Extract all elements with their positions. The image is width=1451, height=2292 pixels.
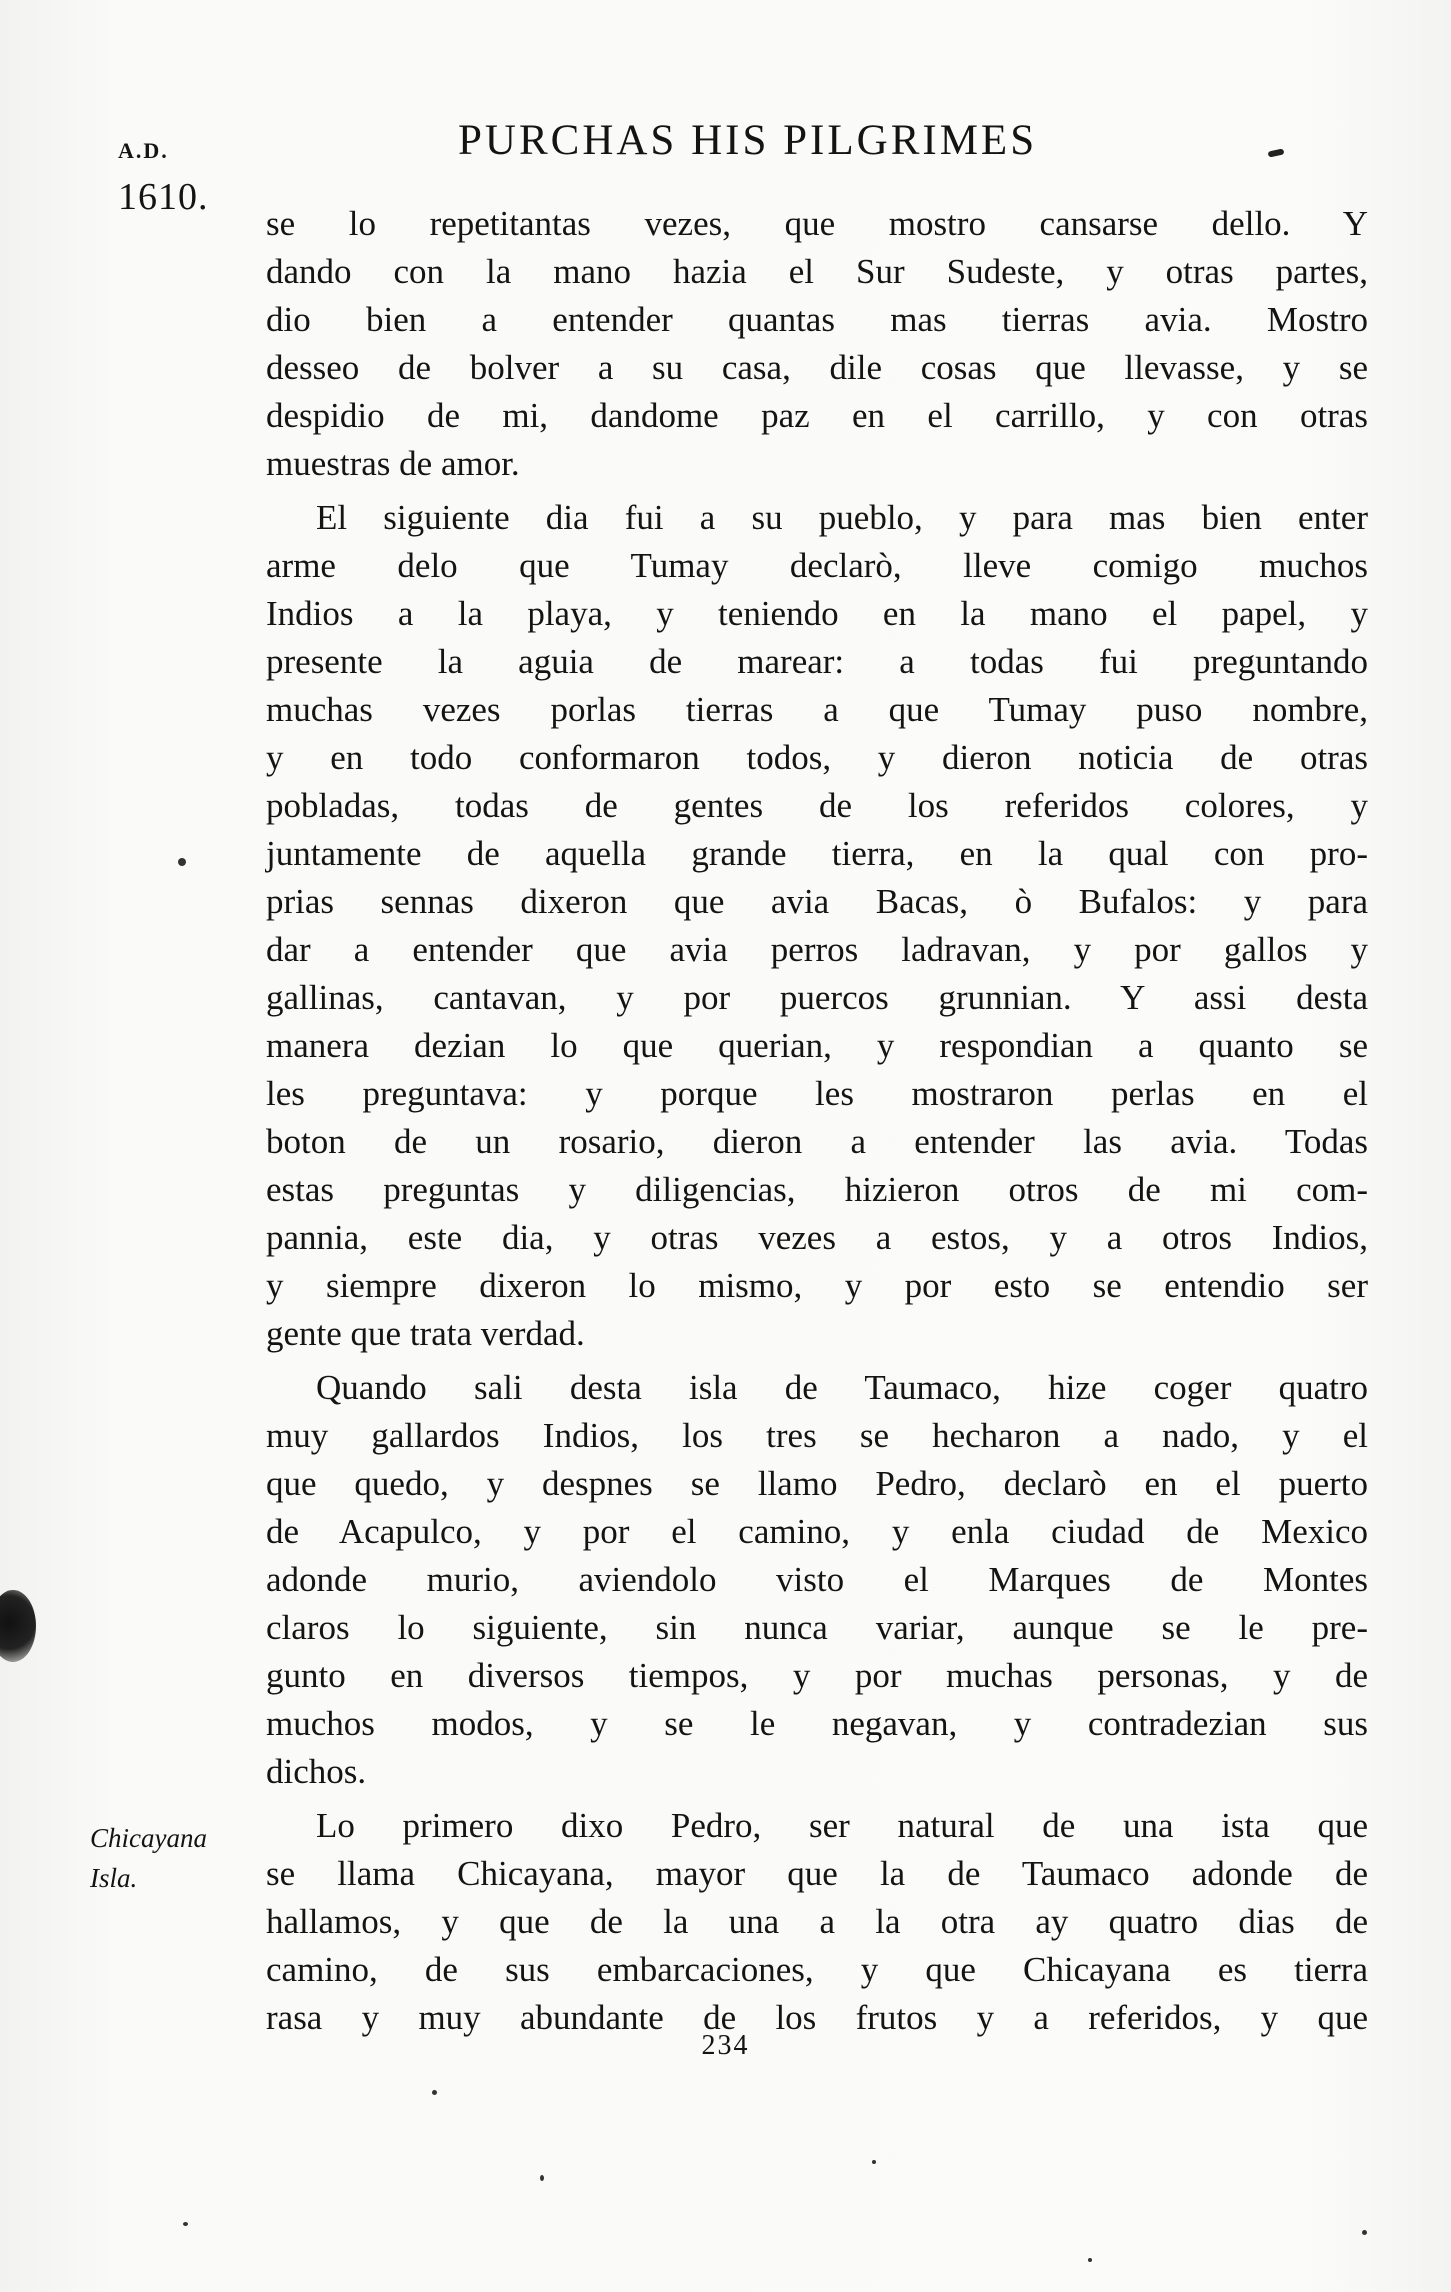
text-line: hallamos, y que de la una a la otra ay quatro dias de <box>266 1902 1368 1941</box>
text-line: dio bien a entender quantas mas tierras avia. Mostro <box>266 300 1368 339</box>
text-line: Quando sali desta isla de Taumaco, hize coger quatro <box>316 1368 1368 1407</box>
print-speck <box>872 2160 876 2164</box>
running-head: PURCHAS HIS PILGRIMES <box>458 117 1038 164</box>
marginal-note-line: Isla. <box>90 1863 138 1893</box>
text-line: que quedo, y despnes se llamo Pedro, declarò en el puerto <box>266 1464 1368 1503</box>
print-speck <box>1362 2230 1367 2235</box>
text-line: se lo repetitantas vezes, que mostro cansarse dello. Y <box>266 204 1368 243</box>
text-line: Lo primero dixo Pedro, ser natural de una ista que <box>316 1806 1368 1845</box>
text-line: El siguiente dia fui a su pueblo, y para mas bien enter <box>316 498 1368 537</box>
margin-date <box>118 128 209 220</box>
text-line: camino, de sus embarcaciones, y que Chicayana es tierra <box>266 1950 1368 1989</box>
margin-ad: A.D. <box>118 138 169 163</box>
text-line: desseo de bolver a su casa, dile cosas que llevasse, y se <box>266 348 1368 387</box>
marginal-note <box>90 1818 207 1898</box>
print-speck <box>432 2090 437 2095</box>
text-line: muchas vezes porlas tierras a que Tumay puso nombre, <box>266 690 1368 729</box>
print-speck <box>540 2175 544 2181</box>
text-line: de Acapulco, y por el camino, y enla ciudad de Mexico <box>266 1512 1368 1551</box>
text-line: gunto en diversos tiempos, y por muchas personas, y de <box>266 1656 1368 1695</box>
page-edge-blot <box>0 1590 36 1662</box>
body-text <box>266 200 1368 2042</box>
text-line: les preguntava: y porque les mostraron perlas en el <box>266 1074 1368 1113</box>
text-line: se llama Chicayana, mayor que la de Taumaco adonde de <box>266 1854 1368 1893</box>
page-number: 234 <box>701 2030 750 2061</box>
text-line: y siempre dixeron lo mismo, y por esto se entendio ser <box>266 1266 1368 1305</box>
text-line: juntamente de aquella grande tierra, en la qual con pro- <box>266 834 1368 873</box>
text-line: boton de un rosario, dieron a entender las avia. Todas <box>266 1122 1368 1161</box>
text-line: arme delo que Tumay declarò, lleve comigo muchos <box>266 546 1368 585</box>
text-line: gallinas, cantavan, y por puercos grunnian. Y assi desta <box>266 978 1368 1017</box>
text-line: adonde murio, aviendolo visto el Marques de Montes <box>266 1560 1368 1599</box>
text-line: Indios a la playa, y teniendo en la mano el papel, y <box>266 594 1368 633</box>
text-line: pannia, este dia, y otras vezes a estos, y a otros Indios, <box>266 1218 1368 1257</box>
text-line: y en todo conformaron todos, y dieron noticia de otras <box>266 738 1368 777</box>
text-line: dar a entender que avia perros ladravan, y por gallos y <box>266 930 1368 969</box>
print-speck <box>183 2222 188 2226</box>
text-line: claros lo siguiente, sin nunca variar, aunque se le pre- <box>266 1608 1368 1647</box>
text-line: manera dezian lo que querian, y respondian a quanto se <box>266 1026 1368 1065</box>
text-line: estas preguntas y diligencias, hizieron otros de mi com- <box>266 1170 1368 1209</box>
text-line: muestras de amor. <box>266 444 520 483</box>
text-line: dichos. <box>266 1752 367 1791</box>
text-line: muy gallardos Indios, los tres se hecharon a nado, y el <box>266 1416 1368 1455</box>
text-line: gente que trata verdad. <box>266 1314 585 1353</box>
text-line: dando con la mano hazia el Sur Sudeste, y otras partes, <box>266 252 1368 291</box>
text-line: presente la aguia de marear: a todas fui preguntando <box>266 642 1368 681</box>
print-speck <box>1088 2258 1092 2262</box>
print-speck <box>178 858 186 866</box>
text-line: rasa y muy abundante de los frutos y a referidos, y que <box>266 1998 1368 2037</box>
margin-year: 1610. <box>118 176 209 218</box>
text-line: despidio de mi, dandome paz en el carrillo, y con otras <box>266 396 1368 435</box>
print-mark <box>1268 148 1285 157</box>
text-line: prias sennas dixeron que avia Bacas, ò Bufalos: y para <box>266 882 1368 921</box>
text-line: muchos modos, y se le negavan, y contradezian sus <box>266 1704 1368 1743</box>
text-line: pobladas, todas de gentes de los referidos colores, y <box>266 786 1368 825</box>
marginal-note-line: Chicayana <box>90 1823 207 1853</box>
